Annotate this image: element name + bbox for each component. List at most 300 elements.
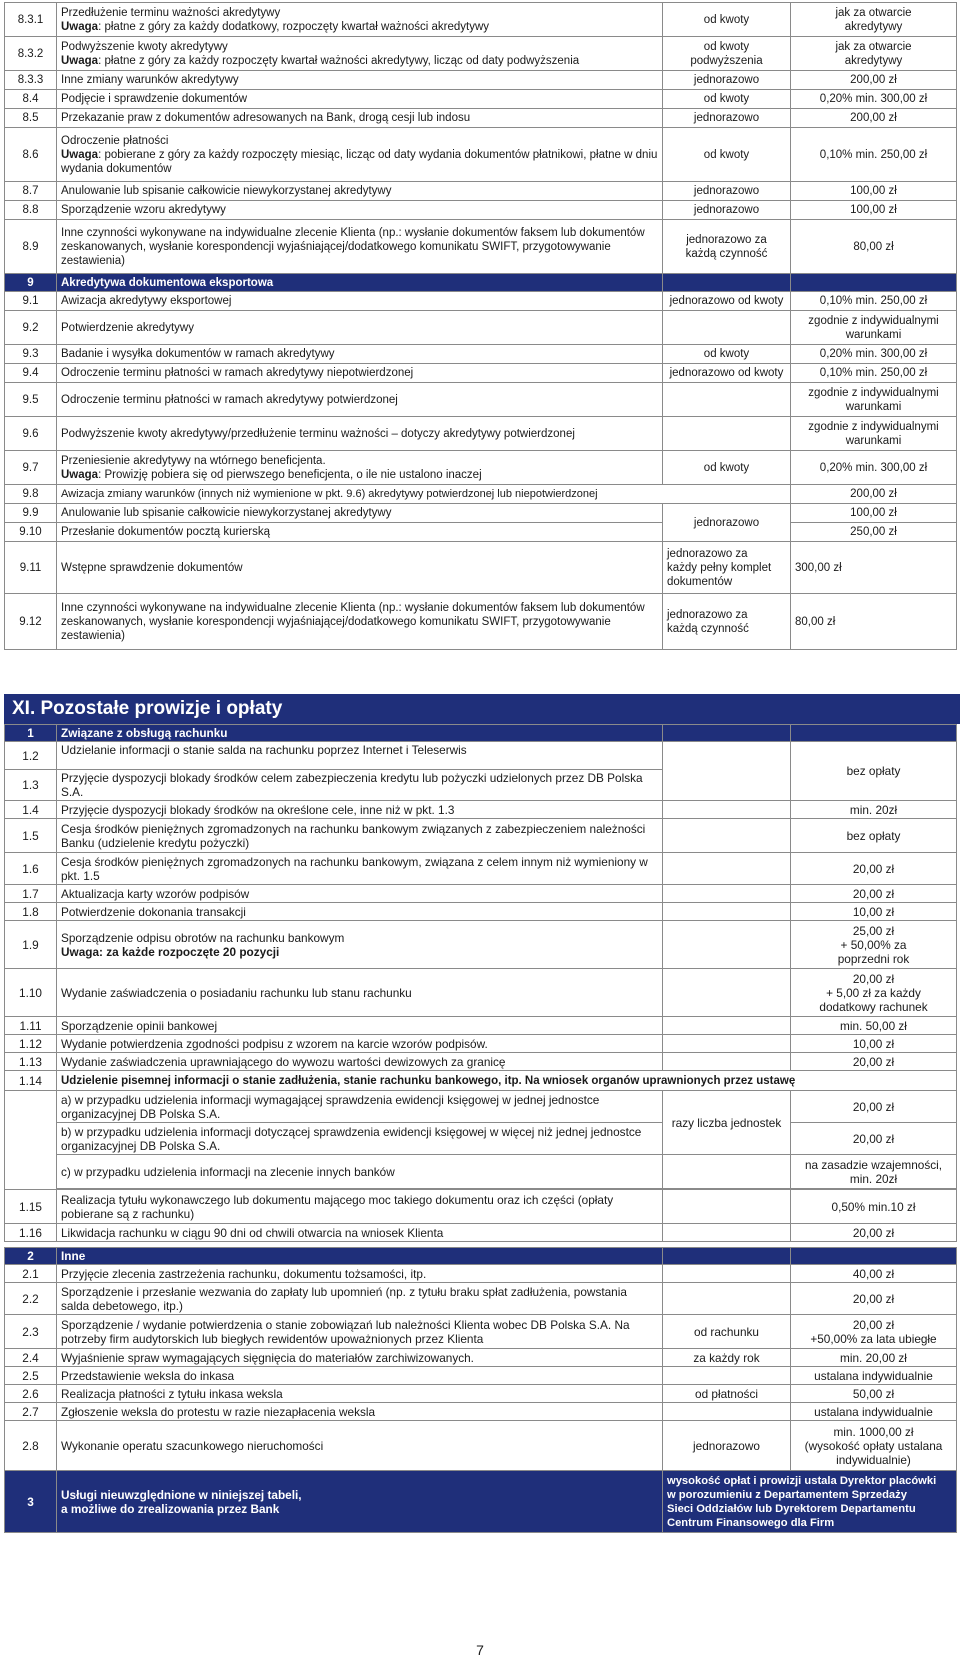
fee-basis: jednorazowo [663, 182, 791, 201]
table-row [5, 1283, 957, 1315]
table-row [5, 1091, 957, 1123]
fee-amount: 0,10% min. 250,00 zł [791, 364, 957, 383]
row-number: 2.2 [5, 1283, 57, 1315]
fee-amount [791, 1155, 957, 1189]
row-description: Przyjęcie dyspozycji blokady środków na określone cele, inne niż w pkt. 1.3 [57, 801, 663, 819]
row-description: Zgłoszenie weksla do protestu w razie niezapłacenia weksla [57, 1403, 663, 1421]
fee-amount: bez opłaty [791, 819, 957, 853]
description-line: Sporządzenie odpisu obrotów na rachunku bankowym [61, 930, 345, 945]
fee-line: 20,00 zł [852, 1317, 895, 1332]
section-header [5, 274, 957, 292]
row-number: 2.4 [5, 1349, 57, 1367]
row-description: Wyjaśnienie spraw wymagających sięgnięcia do materiałów zarchiwizowanych. [57, 1349, 663, 1367]
row-description: Potwierdzenie akredytywy [57, 311, 663, 345]
section-blank [663, 274, 791, 292]
basis-line: podwyższenia [690, 54, 763, 67]
fee-amount: 0,20% min. 300,00 zł [791, 345, 957, 364]
fee-basis [663, 311, 791, 345]
fee-line: wysokość opłat i prowizji ustala Dyrektor placówki [667, 1474, 937, 1487]
fee-basis [663, 969, 791, 1017]
note-line [61, 148, 658, 176]
table-row [5, 1071, 957, 1091]
note-label: Uwaga [61, 20, 99, 33]
fee-amount: min. 20zł [791, 801, 957, 819]
fee-basis [663, 1224, 791, 1242]
fee-amount [791, 1421, 957, 1471]
note-line: Uwaga: za każde rozpoczęte 20 pozycji [61, 944, 280, 959]
section-heading-xi: XI. Pozostałe prowizje i opłaty [4, 694, 960, 724]
row-number: 9.10 [5, 523, 57, 542]
row-number: 1.9 [5, 921, 57, 969]
section-number: 2 [5, 1248, 57, 1265]
row-description: Podjęcie i sprawdzenie dokumentów [57, 90, 663, 109]
fee-basis [663, 542, 791, 594]
row-description [57, 37, 663, 71]
fee-line: jak za otwarcie [835, 40, 912, 53]
note-line [61, 20, 658, 34]
fee-amount [791, 311, 957, 345]
table-row [5, 819, 957, 853]
fee-amount: bez opłaty [791, 742, 957, 801]
fee-basis [663, 903, 791, 921]
fee-line: poprzedni rok [837, 951, 910, 966]
row-description: Inne zmiany warunków akredytywy [57, 71, 663, 90]
fee-line: jak za otwarcie [835, 6, 912, 19]
basis-line: każdą czynność [685, 247, 768, 260]
table-row [5, 504, 957, 523]
table-row [5, 594, 957, 650]
section-number: 9 [5, 274, 57, 292]
section-blank [791, 1248, 957, 1265]
table-row [5, 1367, 957, 1385]
table-row [5, 1265, 957, 1283]
fee-basis [663, 37, 791, 71]
row-description: Aktualizacja karty wzorów podpisów [57, 885, 663, 903]
fee-amount: 80,00 zł [791, 220, 957, 274]
fee-basis [663, 1190, 791, 1224]
table-row [5, 523, 957, 542]
fee-basis: jednorazowo [663, 1421, 791, 1471]
fee-basis [663, 1053, 791, 1071]
row-number: 1.3 [5, 770, 57, 801]
fee-line: Centrum Finansowego dla Firm [667, 1516, 835, 1529]
table-row [5, 1421, 957, 1471]
row-description [57, 128, 663, 182]
row-description: Przesłanie dokumentów pocztą kurierską [57, 523, 663, 542]
fee-basis: od rachunku [663, 1315, 791, 1349]
row-number: 2.1 [5, 1265, 57, 1283]
row-number: 1.7 [5, 885, 57, 903]
row-description: Inne czynności wykonywane na indywidualne zlecenie Klienta (np.: wysłanie dokumentów faksem lub dokumentów zeskanowanych, wysłanie korespondencji wyjaśniającej/dodatkowego komunikatu SWIFT, przygotowywanie zestawienia) [57, 220, 663, 274]
table-row [5, 1035, 957, 1053]
row-number: 1.8 [5, 903, 57, 921]
basis-line: dokumentów [667, 575, 733, 588]
table-row [5, 417, 957, 451]
table-row [5, 345, 957, 364]
table-row [5, 885, 957, 903]
row-description: Wydanie potwierdzenia zgodności podpisu z wzorem na karcie wzorów podpisów. [57, 1035, 663, 1053]
row-description: Badanie i wysyłka dokumentów w ramach akredytywy [57, 345, 663, 364]
row-description: Udzielenie pisemnej informacji o stanie zadłużenia, stanie rachunku bankowego, itp. Na wniosek organów uprawnionych przez ustawę [57, 1071, 957, 1091]
row-number: 9.8 [5, 485, 57, 504]
row-description [57, 451, 663, 485]
table-row [5, 903, 957, 921]
fee-amount [791, 969, 957, 1017]
fee-basis [663, 1035, 791, 1053]
row-number: 9.3 [5, 345, 57, 364]
table-row [5, 292, 957, 311]
row-number: 1.2 [5, 742, 57, 770]
row-description: Cesja środków pieniężnych zgromadzonych na rachunku bankowym, związana z celem innym niż wymieniony w pkt. 1.5 [57, 853, 663, 885]
section-header [5, 1248, 957, 1265]
row-description: Wstępne sprawdzenie dokumentów [57, 542, 663, 594]
row-number: 8.5 [5, 109, 57, 128]
basis-line: jednorazowo za [667, 608, 748, 621]
note-line [61, 468, 658, 482]
fee-amount: 20,00 zł [791, 1053, 957, 1071]
fee-line: warunkami [845, 400, 902, 413]
row-description: Odroczenie terminu płatności w ramach akredytywy niepotwierdzonej [57, 364, 663, 383]
row-number: 9.9 [5, 504, 57, 523]
row-description: Inne czynności wykonywane na indywidualne zlecenie Klienta (np.: wysłanie dokumentów faksem lub dokumentów zeskanowanych, wysłanie korespondencji wyjaśniającej/dodatkowego komunikatu SWIFT, przygotowywanie zestawienia) [57, 594, 663, 650]
fee-amount: 10,00 zł [791, 1035, 957, 1053]
table-row [5, 220, 957, 274]
row-description: Wydanie zaświadczenia uprawniającego do wywozu wartości dewizowych za granicę [57, 1053, 663, 1071]
fee-basis: od kwoty [663, 451, 791, 485]
description-line: Przedłużenie terminu ważności akredytywy [61, 6, 281, 19]
fee-amount [791, 37, 957, 71]
fee-amount: 20,00 zł [791, 885, 957, 903]
section-blank [791, 725, 957, 742]
row-number: 8.9 [5, 220, 57, 274]
row-number: 9.7 [5, 451, 57, 485]
table-row [5, 128, 957, 182]
row-description: c) w przypadku udzielenia informacji na zlecenie innych banków [57, 1155, 663, 1189]
fee-basis: od kwoty [663, 90, 791, 109]
row-description: Anulowanie lub spisanie całkowicie niewykorzystanej akredytywy [57, 504, 663, 523]
fee-basis [663, 853, 791, 885]
row-description: Cesja środków pieniężnych zgromadzonych na rachunku bankowym związanych z zabezpieczeniem należności Banku (udzielenie kredytu pożyczki) [57, 819, 663, 853]
fee-basis: jednorazowo [663, 504, 791, 542]
fee-basis: jednorazowo [663, 109, 791, 128]
fee-amount: 40,00 zł [791, 1265, 957, 1283]
fee-basis: jednorazowo [663, 71, 791, 90]
fee-amount: 50,00 zł [791, 1385, 957, 1403]
fee-amount: 20,00 zł [791, 1224, 957, 1242]
fee-amount: 0,10% min. 250,00 zł [791, 128, 957, 182]
fee-basis [663, 594, 791, 650]
fee-basis: za każdy rok [663, 1349, 791, 1367]
fee-line: warunkami [845, 328, 902, 341]
description-line: Odroczenie płatności [61, 134, 169, 147]
page-number: 7 [476, 1642, 484, 1658]
description-line: Podwyższenie kwoty akredytywy [61, 40, 228, 53]
fee-amount: 300,00 zł [791, 542, 957, 594]
fee-line: 25,00 zł [852, 923, 895, 938]
row-description: Udzielanie informacji o stanie salda na rachunku poprzez Internet i Teleserwis [57, 742, 663, 770]
row-description: Sporządzenie opinii bankowej [57, 1017, 663, 1035]
table-row [5, 969, 957, 1017]
fee-amount [663, 1471, 957, 1533]
row-number: 9.1 [5, 292, 57, 311]
fee-basis [663, 1155, 791, 1189]
row-number: 1.4 [5, 801, 57, 819]
section-blank [663, 725, 791, 742]
fee-amount: 20,00 zł [791, 853, 957, 885]
fee-line: warunkami [845, 434, 902, 447]
row-number: 1.6 [5, 853, 57, 885]
basis-line: od kwoty [703, 40, 750, 53]
table-row [5, 109, 957, 128]
fee-amount: 10,00 zł [791, 903, 957, 921]
row-number: 1.13 [5, 1053, 57, 1071]
table-row [5, 37, 957, 71]
fee-basis [663, 383, 791, 417]
fee-amount: 20,00 zł [791, 1123, 957, 1155]
fee-line: + 5,00 zł za każdy [826, 985, 921, 1000]
row-description: Przyjęcie zlecenia zastrzeżenia rachunku, dokumentu tożsamości, itp. [57, 1265, 663, 1283]
row-number: 1.10 [5, 969, 57, 1017]
row-description: Sporządzenie / wydanie potwierdzenia o stanie zobowiązań lub należności Klienta wobec DB Polska S.A. Na potrzeby firm audytorskich lub biegłych rewidentów upoważnionych przez Klienta [57, 1315, 663, 1349]
row-description: Realizacja tytułu wykonawczego lub dokumentu mającego moc takiego dokumentu oraz ich części (opłaty pobierane są z rachunku) [57, 1190, 663, 1224]
fee-basis: od kwoty [663, 128, 791, 182]
row-description: Anulowanie lub spisanie całkowicie niewykorzystanej akredytywy [57, 182, 663, 201]
table-row [5, 90, 957, 109]
row-number: 2.3 [5, 1315, 57, 1349]
row-description: Likwidacja rachunku w ciągu 90 dni od chwili otwarcia na wniosek Klienta [57, 1224, 663, 1242]
row-number: 8.7 [5, 182, 57, 201]
row-description: Sporządzenie wzoru akredytywy [57, 201, 663, 220]
row-number: 8.6 [5, 128, 57, 182]
note-text: : płatne z góry za każdy dodatkowy, rozpoczęty kwartał ważności akredytywy [98, 20, 490, 33]
row-description: b) w przypadku udzielenia informacji dotyczącej sprawdzenia ewidencji księgowej w więcej niż jednej jednostce organizacyjnej DB Polska S.A. [57, 1123, 663, 1155]
note-text: : pobierane z góry za każdy rozpoczęty miesiąc, licząc od daty wydania dokumentów płatnikowi, płatne w dniu wydania dokumentów [61, 148, 658, 175]
description-line: a możliwe do zrealizowania przez Bank [61, 1501, 280, 1516]
fee-amount: ustalana indywidualnie [791, 1403, 957, 1421]
fee-amount: min. 20,00 zł [791, 1349, 957, 1367]
fee-amount: 200,00 zł [791, 71, 957, 90]
fee-amount [791, 383, 957, 417]
table-row [5, 853, 957, 885]
description-line: Przeniesienie akredytywy na wtórnego beneficjenta. [61, 454, 326, 467]
table-row [5, 1123, 957, 1155]
row-description: Wydanie zaświadczenia o posiadaniu rachunku lub stanu rachunku [57, 969, 663, 1017]
row-number: 1.14 [5, 1071, 57, 1091]
table-row [5, 383, 957, 417]
row-description: Podwyższenie kwoty akredytywy/przedłużenie terminu ważności – dotyczy akredytywy potwierdzonej [57, 417, 663, 451]
note-label: Uwaga [61, 54, 99, 67]
fee-amount: 20,00 zł [791, 1091, 957, 1123]
fee-basis [663, 819, 791, 853]
row-description: Realizacja płatności z tytułu inkasa weksla [57, 1385, 663, 1403]
fee-basis [663, 801, 791, 819]
table-row [5, 742, 957, 770]
fee-line: na zasadzie wzajemności, [804, 1157, 943, 1172]
fee-line: akredytywy [844, 20, 903, 33]
fee-amount: 0,10% min. 250,00 zł [791, 292, 957, 311]
fee-amount: ustalana indywidualnie [791, 1367, 957, 1385]
fee-basis [663, 742, 791, 801]
row-description: Potwierdzenie dokonania transakcji [57, 903, 663, 921]
fee-basis [663, 885, 791, 903]
letter-of-credit-fee-table [4, 2, 957, 650]
fee-basis: od kwoty [663, 345, 791, 364]
fee-basis [663, 220, 791, 274]
fee-amount: 250,00 zł [791, 523, 957, 542]
row-number: 3 [5, 1471, 57, 1533]
fee-line: 20,00 zł [852, 971, 895, 986]
table-row [5, 1403, 957, 1421]
fee-amount: 80,00 zł [791, 594, 957, 650]
table-row [5, 1315, 957, 1349]
fee-basis: od płatności [663, 1385, 791, 1403]
row-number: 1.5 [5, 819, 57, 853]
row-number: 9.12 [5, 594, 57, 650]
table-row [5, 3, 957, 37]
basis-line: każdą czynność [667, 622, 749, 635]
section-number: 1 [5, 725, 57, 742]
table-row [5, 1190, 957, 1224]
table-row [5, 451, 957, 485]
row-description [57, 921, 663, 969]
basis-line: jednorazowo za [667, 547, 748, 560]
fee-amount: 200,00 zł [791, 109, 957, 128]
fee-line: + 50,00% za [840, 937, 907, 952]
fee-basis [663, 1283, 791, 1315]
row-description: Odroczenie terminu płatności w ramach akredytywy potwierdzonej [57, 383, 663, 417]
fee-basis: jednorazowo od kwoty [663, 292, 791, 311]
section-title: Akredytywa dokumentowa eksportowa [57, 274, 663, 292]
row-number: 1.16 [5, 1224, 57, 1242]
table-row [5, 1385, 957, 1403]
row-number: 9.11 [5, 542, 57, 594]
other-fees-table [4, 724, 957, 1533]
row-description: Awizacja zmiany warunków (innych niż wymienione w pkt. 9.6) akredytywy potwierdzonej lub niepotwierdzonej [57, 485, 791, 504]
fee-amount: 200,00 zł [791, 485, 957, 504]
fee-line: indywidualnie) [836, 1452, 911, 1467]
basis-line: jednorazowo za [686, 233, 767, 246]
basis-line: każdy pełny komplet [667, 561, 772, 574]
fee-amount [791, 921, 957, 969]
row-number: 1.12 [5, 1035, 57, 1053]
table-row [5, 1017, 957, 1035]
table-row [5, 1053, 957, 1071]
fee-basis [663, 921, 791, 969]
row-number: 8.8 [5, 201, 57, 220]
table-row [5, 364, 957, 383]
fee-basis [663, 1367, 791, 1385]
fee-amount: min. 50,00 zł [791, 1017, 957, 1035]
fee-basis [663, 417, 791, 451]
fee-basis: od kwoty [663, 3, 791, 37]
section-header [5, 725, 957, 742]
fee-amount: 100,00 zł [791, 504, 957, 523]
fee-basis [663, 1017, 791, 1035]
row-number: 9.5 [5, 383, 57, 417]
row-number: 8.3.2 [5, 37, 57, 71]
fee-line: min. 20zł [849, 1171, 898, 1186]
table-row [5, 201, 957, 220]
row-description: Przekazanie praw z dokumentów adresowanych na Bank, drogą cesji lub indosu [57, 109, 663, 128]
fee-line: min. 1000,00 zł [833, 1424, 914, 1439]
row-description: Wykonanie operatu szacunkowego nieruchomości [57, 1421, 663, 1471]
table-row [5, 921, 957, 969]
section-title: Inne [57, 1248, 663, 1265]
table-row [5, 311, 957, 345]
description-line: Usługi nieuwzględnione w niniejszej tabeli, [61, 1487, 302, 1502]
fee-basis: razy liczba jednostek [663, 1091, 791, 1155]
fee-amount: 100,00 zł [791, 182, 957, 201]
fee-basis: jednorazowo [663, 201, 791, 220]
section-blank [791, 274, 957, 292]
row-description: Sporządzenie i przesłanie wezwania do zapłaty lub upomnień (np. z tytułu braku spłat zadłużenia, powstania salda debetowego, itp.) [57, 1283, 663, 1315]
fee-amount: 0,20% min. 300,00 zł [791, 90, 957, 109]
row-description [57, 1471, 663, 1533]
table-row [5, 485, 957, 504]
row-description: Awizacja akredytywy eksportowej [57, 292, 663, 311]
row-description: Przyjęcie dyspozycji blokady środków celem zabezpieczenia kredytu lub pożyczki udzielonych przez DB Polska S.A. [57, 770, 663, 801]
fee-line: w porozumieniu z Departamentem Sprzedaży [667, 1488, 907, 1501]
fee-amount [791, 417, 957, 451]
fee-line: +50,00% za lata ubiegłe [810, 1331, 937, 1346]
row-number [5, 1091, 57, 1190]
fee-basis [663, 1403, 791, 1421]
fee-amount: 20,00 zł [791, 1283, 957, 1315]
row-description: a) w przypadku udzielenia informacji wymagającej sprawdzenia ewidencji księgowej w jednej jednostce organizacyjnej DB Polska S.A. [57, 1091, 663, 1123]
row-number: 9.2 [5, 311, 57, 345]
row-number: 1.15 [5, 1190, 57, 1224]
table-row [5, 801, 957, 819]
fee-line: dodatkowy rachunek [819, 999, 928, 1014]
fee-line: Sieci Oddziałów lub Dyrektorem Departamentu [667, 1502, 916, 1515]
table-row [5, 182, 957, 201]
table-row [5, 71, 957, 90]
fee-line: akredytywy [844, 54, 903, 67]
fee-amount [791, 3, 957, 37]
row-description [57, 3, 663, 37]
fee-basis: jednorazowo od kwoty [663, 364, 791, 383]
row-number: 9.6 [5, 417, 57, 451]
row-number: 8.3.1 [5, 3, 57, 37]
row-number: 2.5 [5, 1367, 57, 1385]
table-row [5, 542, 957, 594]
fee-line: zgodnie z indywidualnymi [808, 386, 939, 399]
fee-basis [663, 1265, 791, 1283]
table-row [5, 1224, 957, 1242]
table-row [5, 1155, 957, 1189]
row-number: 1.11 [5, 1017, 57, 1035]
fee-amount: 100,00 zł [791, 201, 957, 220]
fee-amount: 0,50% min.10 zł [791, 1190, 957, 1224]
table-row [5, 1349, 957, 1367]
row-number: 9.4 [5, 364, 57, 383]
section-title: Związane z obsługą rachunku [57, 725, 663, 742]
note-label: Uwaga [61, 468, 99, 481]
note-text: : płatne z góry za każdy rozpoczęty kwartał ważności akredytywy, licząc od daty podwyższenia [98, 54, 580, 67]
fee-amount [791, 1315, 957, 1349]
row-number: 8.4 [5, 90, 57, 109]
row-description: Przedstawienie weksla do inkasa [57, 1367, 663, 1385]
note-text: : Prowizję pobiera się od pierwszego beneficjenta, o ile nie ustalono inaczej [98, 468, 482, 481]
fee-line: zgodnie z indywidualnymi [808, 420, 939, 433]
row-number: 2.8 [5, 1421, 57, 1471]
note-label: Uwaga [61, 148, 99, 161]
fee-line: zgodnie z indywidualnymi [808, 314, 939, 327]
row-number: 2.6 [5, 1385, 57, 1403]
fee-line: (wysokość opłaty ustalana [804, 1438, 943, 1453]
row-number: 2.7 [5, 1403, 57, 1421]
row-number: 8.3.3 [5, 71, 57, 90]
